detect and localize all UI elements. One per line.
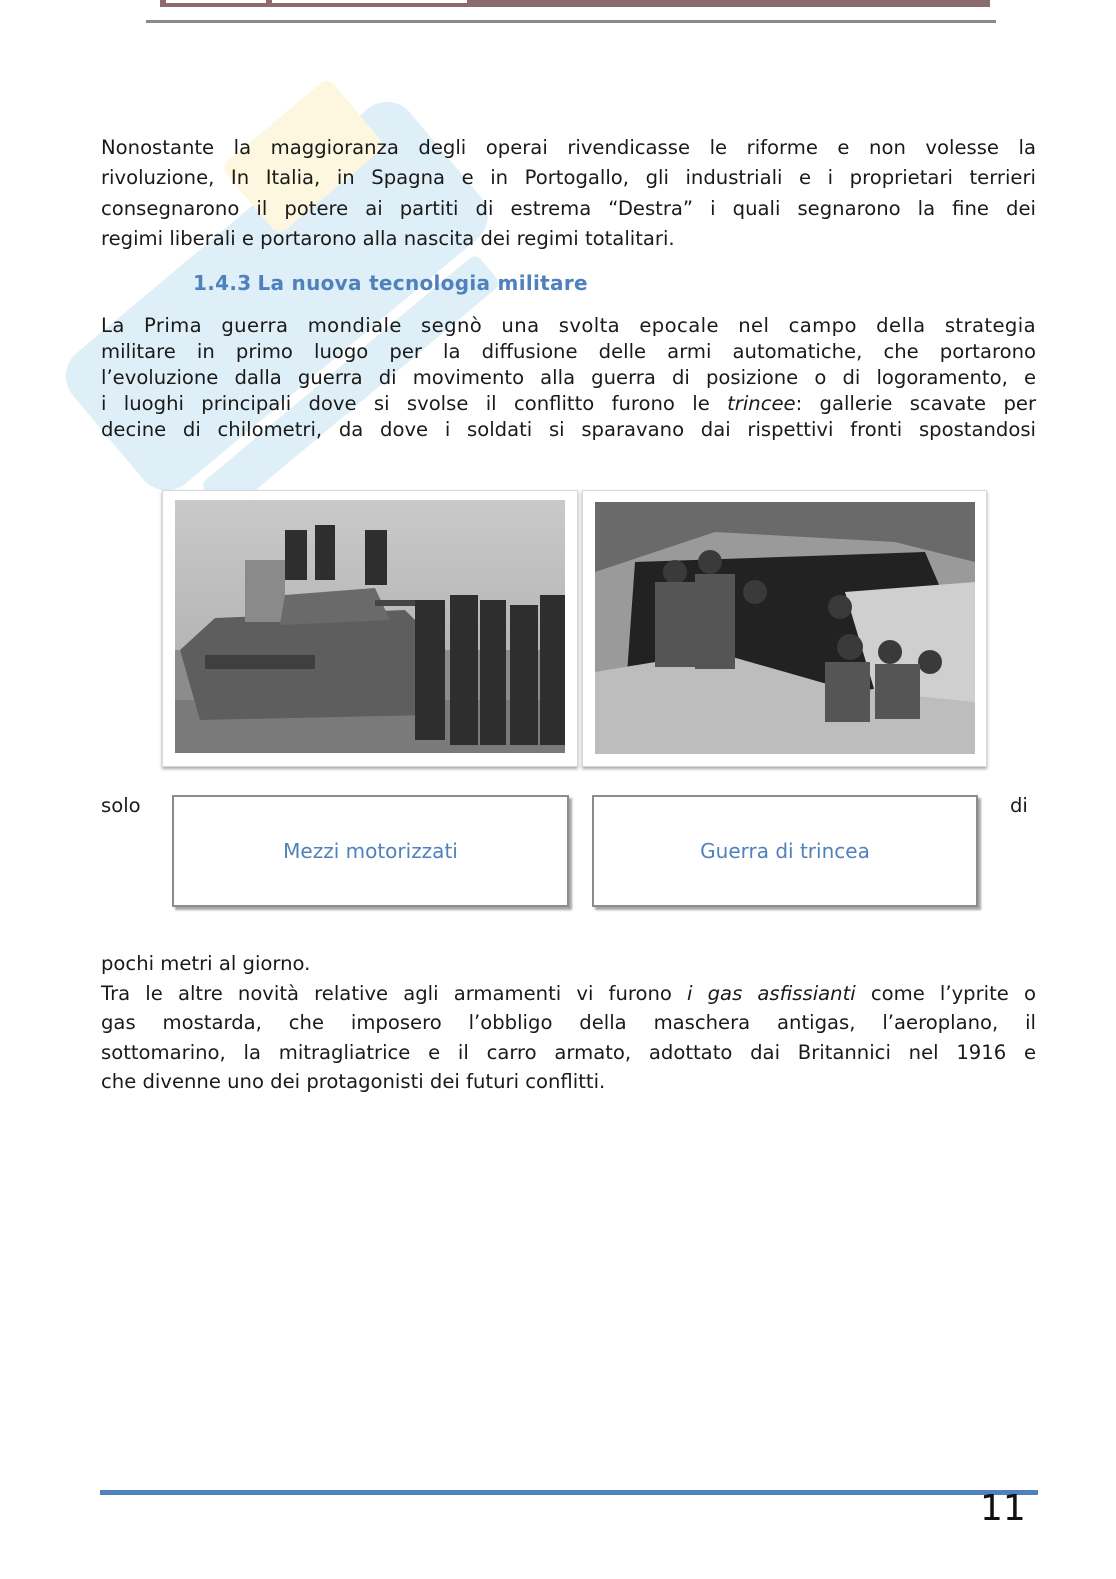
photo-frame-trench: [582, 490, 987, 767]
text-line: che divenne uno dei protagonisti dei futuri conflitti.: [101, 1070, 606, 1094]
flow-word-right: di: [1010, 794, 1028, 817]
tank-photo-image: [175, 500, 565, 753]
paragraph-military-tech: [101, 313, 1036, 443]
text-line: pochi metri al giorno.: [101, 952, 311, 975]
header-segment: [272, 0, 467, 3]
text-line: gas mostarda, che imposero l’obbligo della maschera antigas, l’aeroplano, il: [101, 1011, 1036, 1035]
text-run: Tra le altre novità relative agli armamenti vi furono: [101, 981, 688, 1005]
emphasis-gas: i gas asfissianti: [687, 981, 856, 1005]
text-line: [101, 391, 1036, 417]
footer-rule: [100, 1490, 1038, 1495]
caption-box-right: [592, 795, 978, 907]
paragraph-intro: [101, 133, 1036, 254]
text-line: militare in primo luogo per la diffusione delle armi automatiche, che portarono: [101, 340, 1036, 364]
photo-frame-tank: [162, 490, 578, 767]
trench-photo: [595, 502, 975, 754]
text-line: decine di chilometri, da dove i soldati si sparavano dai rispettivi fronti spostandosi: [101, 418, 1036, 442]
header-segment: [166, 0, 266, 3]
header-rule: [146, 20, 996, 23]
caption-box-left: [172, 795, 569, 907]
text-line: rivoluzione, In Italia, in Spagna e in Portogallo, gli industriali e i proprietari terrieri: [101, 166, 1036, 190]
text-run: i luoghi principali dove si svolse il conflitto furono le: [101, 392, 728, 416]
trench-photo-image: [595, 502, 975, 754]
text-run: : gallerie scavate per: [795, 392, 1036, 416]
text-line: Nonostante la maggioranza degli operai rivendicasse le riforme e non volesse la: [101, 136, 1036, 159]
text-run: come l’yprite o: [855, 981, 1036, 1005]
caption-text: Guerra di trincea: [700, 839, 870, 863]
watermark-logo: [20, 40, 540, 560]
flow-word-left: solo: [101, 794, 141, 817]
header-band: [160, 0, 990, 7]
tank-photo: [175, 500, 565, 753]
text-line: sottomarino, la mitragliatrice e il carro armato, adottato dai Britannici nel 1916 e: [101, 1040, 1036, 1064]
section-heading: [193, 271, 588, 295]
paragraph-armaments: [101, 949, 1036, 1097]
emphasis-trincee: trincee: [727, 392, 796, 416]
page-number: 11: [980, 1488, 1026, 1529]
caption-text: Mezzi motorizzati: [283, 839, 458, 863]
text-line: consegnarono il potere ai partiti di estrema “Destra” i quali segnarono la fine dei: [101, 196, 1036, 220]
section-title: La nuova tecnologia militare: [257, 271, 588, 295]
text-line: La Prima guerra mondiale segnò una svolta epocale nel campo della strategia: [101, 314, 1036, 337]
section-number: 1.4.3: [193, 271, 252, 295]
text-line: l’evoluzione dalla guerra di movimento alla guerra di posizione o di logoramento, e: [101, 366, 1036, 390]
text-line: [101, 979, 1036, 1009]
text-line: regimi liberali e portarono alla nascita dei regimi totalitari.: [101, 226, 675, 250]
